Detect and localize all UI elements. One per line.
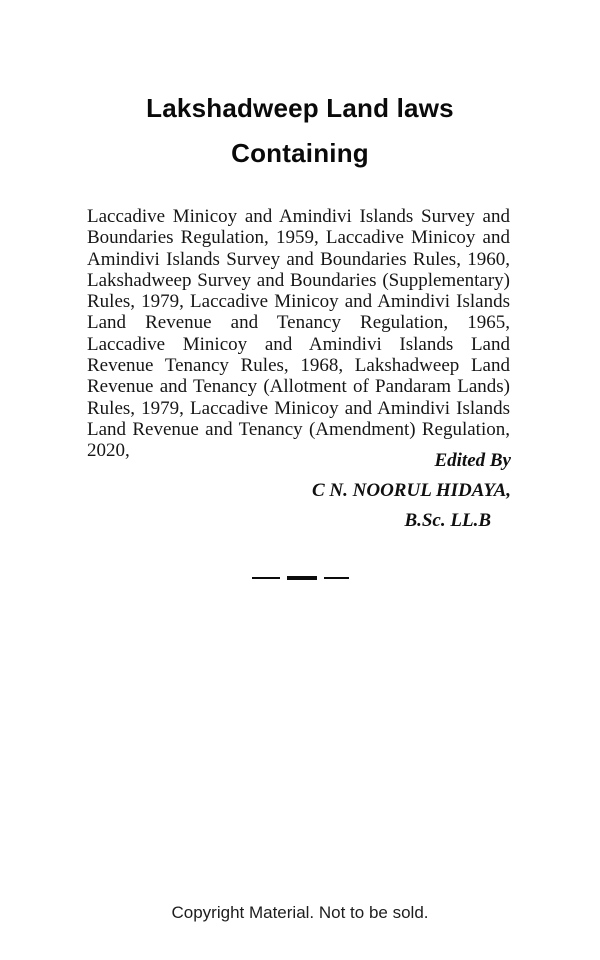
section-divider [0,572,600,584]
byline [88,446,511,536]
contents-paragraph: Laccadive Minicoy and Amindivi Islands Survey and Boundaries Regulation, 1959, Laccadive Minicoy and Amindivi Islands Survey and Boundaries Rules, 1960, Lakshadweep Survey and Boundaries (Supplementary) Rules, 1979, Laccadive Minicoy and Amindivi Islands Land Revenue and Tenancy Regulation, 1965, Laccadive Minicoy and Amindivi Islands Land Revenue Tenancy Rules, 1968, Lakshadweep Land Revenue and Tenancy (Allotment of Pandaram Lands) Rules, 1979, Laccadive Minicoy and Amindivi Islands Land Revenue and Tenancy (Amendment) Regulation, 2020, [87,206,510,462]
edited-by-label: Edited By [434,450,511,471]
copyright-notice: Copyright Material. Not to be sold. [171,903,429,922]
divider-dash-icon [252,577,280,579]
containing-heading: Containing [231,138,369,168]
editor-credentials: B.Sc. LL.B [404,510,491,531]
book-title: Lakshadweep Land laws [146,93,454,123]
editor-name: C N. NOORUL HIDAYA, [312,480,511,501]
divider-dash-icon [287,576,317,580]
divider-dash-icon [324,577,349,579]
